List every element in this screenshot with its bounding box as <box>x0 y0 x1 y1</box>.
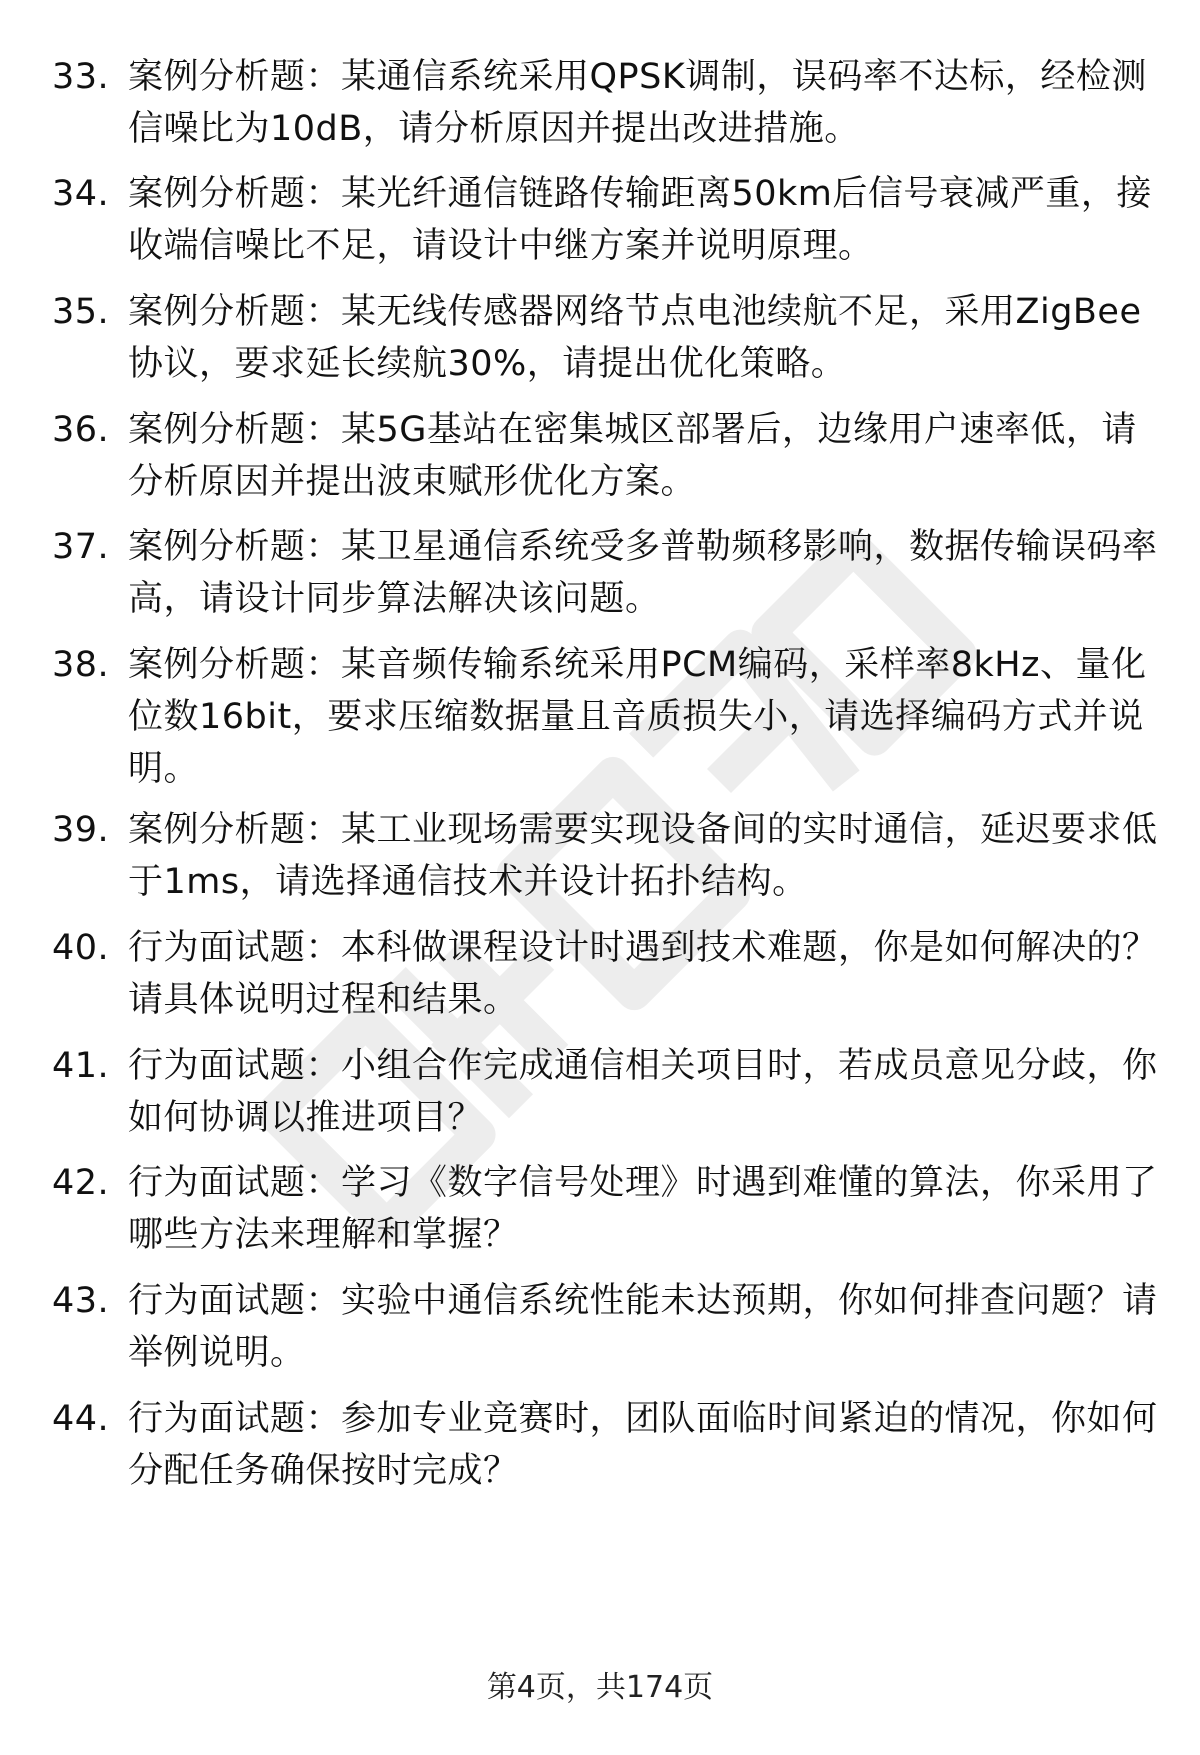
list-item <box>52 168 1162 272</box>
list-item <box>52 922 1162 1026</box>
question-number: 42. <box>52 1163 110 1203</box>
list-item <box>52 404 1162 508</box>
question-number: 38. <box>52 645 110 685</box>
question-number: 41. <box>52 1046 110 1086</box>
list-item <box>52 1040 1162 1144</box>
question-number: 40. <box>52 928 110 968</box>
list-item <box>52 639 1162 795</box>
list-item <box>52 804 1162 908</box>
page-footer: 第4页，共174页 <box>486 1670 714 1705</box>
question-text: 行为面试题：学习《数字信号处理》时遇到难懂的算法，你采用了哪些方法来理解和掌握？ <box>128 1163 1158 1255</box>
question-number: 37. <box>52 527 110 567</box>
question-number: 35. <box>52 292 110 332</box>
question-number: 33. <box>52 57 110 97</box>
question-text: 行为面试题：参加专业竞赛时，团队面临时间紧迫的情况，你如何分配任务确保按时完成？ <box>128 1399 1158 1491</box>
list-item <box>52 286 1162 390</box>
question-text: 行为面试题：小组合作完成通信相关项目时，若成员意见分歧，你如何协调以推进项目？ <box>128 1046 1158 1138</box>
list-item <box>52 1157 1162 1261</box>
list-item <box>52 1275 1162 1379</box>
question-text: 行为面试题：实验中通信系统性能未达预期，你如何排查问题？请举例说明。 <box>128 1281 1158 1373</box>
question-number: 36. <box>52 410 110 450</box>
question-number: 34. <box>52 174 110 214</box>
question-text: 案例分析题：某5G基站在密集城区部署后，边缘用户速率低，请分析原因并提出波束赋形优化方案。 <box>128 410 1137 502</box>
question-text: 案例分析题：某工业现场需要实现设备间的实时通信，延迟要求低于1ms，请选择通信技术并设计拓扑结构。 <box>128 810 1158 902</box>
question-text: 案例分析题：某无线传感器网络节点电池续航不足，采用ZigBee协议，要求延长续航30%，请提出优化策略。 <box>128 292 1142 384</box>
list-item <box>52 51 1162 155</box>
question-text: 案例分析题：某光纤通信链路传输距离50km后信号衰减严重，接收端信噪比不足，请设计中继方案并说明原理。 <box>128 174 1152 266</box>
list-item <box>52 521 1162 625</box>
question-text: 案例分析题：某音频传输系统采用PCM编码，采样率8kHz、量化位数16bit，要求压缩数据量且音质损失小，请选择编码方式并说明。 <box>128 645 1147 789</box>
question-number: 39. <box>52 810 110 850</box>
question-text: 案例分析题：某卫星通信系统受多普勒频移影响，数据传输误码率高，请设计同步算法解决该问题。 <box>128 527 1158 619</box>
question-text: 案例分析题：某通信系统采用QPSK调制，误码率不达标，经检测信噪比为10dB，请分析原因并提出改进措施。 <box>128 57 1147 149</box>
list-item <box>52 1393 1162 1497</box>
question-text: 行为面试题：本科做课程设计时遇到技术难题，你是如何解决的？请具体说明过程和结果。 <box>128 928 1158 1020</box>
question-number: 44. <box>52 1399 110 1439</box>
question-number: 43. <box>52 1281 110 1321</box>
